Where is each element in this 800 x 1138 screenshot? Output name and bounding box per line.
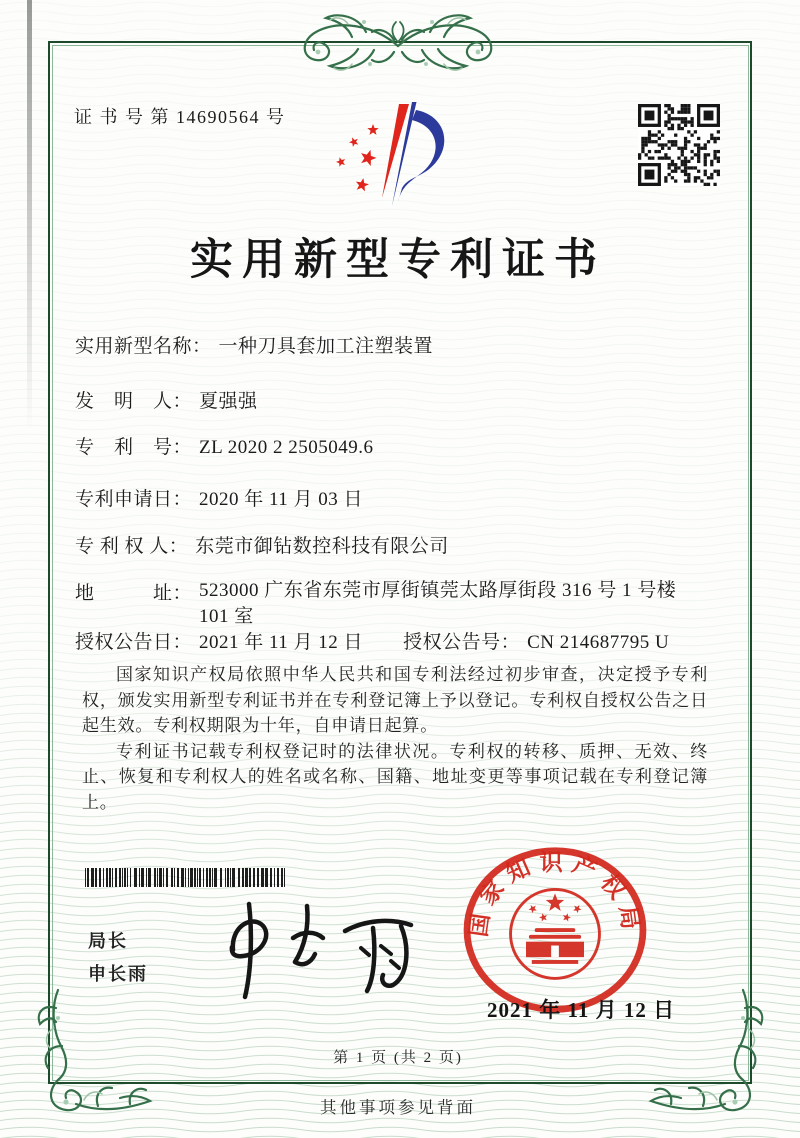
- barcode-icon: [85, 868, 289, 888]
- field-row-grant: [75, 627, 735, 654]
- field-value-inventor: 夏强强: [199, 391, 258, 412]
- field-row-inventor: [75, 386, 735, 413]
- field-row-name: [75, 331, 735, 358]
- field-label-inventor: 发 明 人：: [75, 391, 193, 412]
- field-label-name: 实用新型名称：: [75, 336, 212, 357]
- field-row-address: [75, 578, 735, 630]
- commissioner-name: 申长雨: [88, 964, 148, 984]
- field-label-address: 地 址：: [75, 583, 193, 604]
- back-side-note: 其他事项参见背面: [320, 1098, 476, 1117]
- field-label-patent-no: 专 利 号：: [75, 437, 193, 458]
- field-value-grant-no: CN 214687795 U: [527, 632, 670, 653]
- field-row-patent-no: [75, 432, 735, 459]
- top-flourish-ornament-icon: [278, 6, 518, 84]
- certificate-title: 实用新型专利证书: [190, 237, 606, 284]
- signature-icon: [205, 898, 420, 1004]
- field-label-patentee: 专 利 权 人：: [75, 536, 189, 557]
- commissioner-title: 局长: [88, 931, 128, 951]
- cnipa-logo-icon: [328, 102, 452, 212]
- field-value-filing-date: 2020 年 11 月 03 日: [199, 489, 364, 510]
- photo-edge-shadow: [27, 0, 32, 430]
- official-seal-icon: [458, 845, 652, 1019]
- field-value-grant-date: 2021 年 11 月 12 日: [199, 632, 364, 653]
- qr-code-icon: [638, 104, 720, 186]
- certificate-number: 证 书 号 第 14690564 号: [74, 107, 286, 127]
- legal-paragraph-1: 国家知识产权局依照中华人民共和国专利法经过初步审查，决定授予专利权，颁发实用新型专利证书并在专利登记簿上予以登记。专利权自授权公告之日起生效。专利权期限为十年，自申请日起算。: [82, 665, 708, 735]
- field-label-filing-date: 专利申请日：: [75, 489, 193, 510]
- field-label-grant-no: 授权公告号：: [403, 632, 521, 653]
- field-label-grant-date: 授权公告日：: [75, 632, 193, 653]
- seal-date: 2021 年 11 月 12 日: [487, 998, 676, 1022]
- field-value-address: 523000 广东省东莞市厚街镇莞太路厚街段 316 号 1 号楼 101 室: [199, 580, 677, 627]
- field-value-patent-no: ZL 2020 2 2505049.6: [199, 437, 374, 458]
- field-row-filing-date: [75, 484, 735, 511]
- field-row-patentee: [75, 531, 735, 558]
- field-value-patentee: 东莞市御钻数控科技有限公司: [195, 536, 449, 557]
- seal-ring-text: 国家知识产权局: [465, 849, 645, 939]
- page-indicator: 第 1 页 (共 2 页): [333, 1050, 463, 1066]
- field-value-name: 一种刀具套加工注塑装置: [218, 336, 434, 357]
- legal-text-block: [82, 662, 708, 815]
- commissioner-block: [88, 925, 148, 991]
- legal-paragraph-2: 专利证书记载专利权登记时的法律状况。专利权的转移、质押、无效、终止、恢复和专利权人的姓名或名称、国籍、地址变更等事项记载在专利登记簿上。: [82, 741, 708, 812]
